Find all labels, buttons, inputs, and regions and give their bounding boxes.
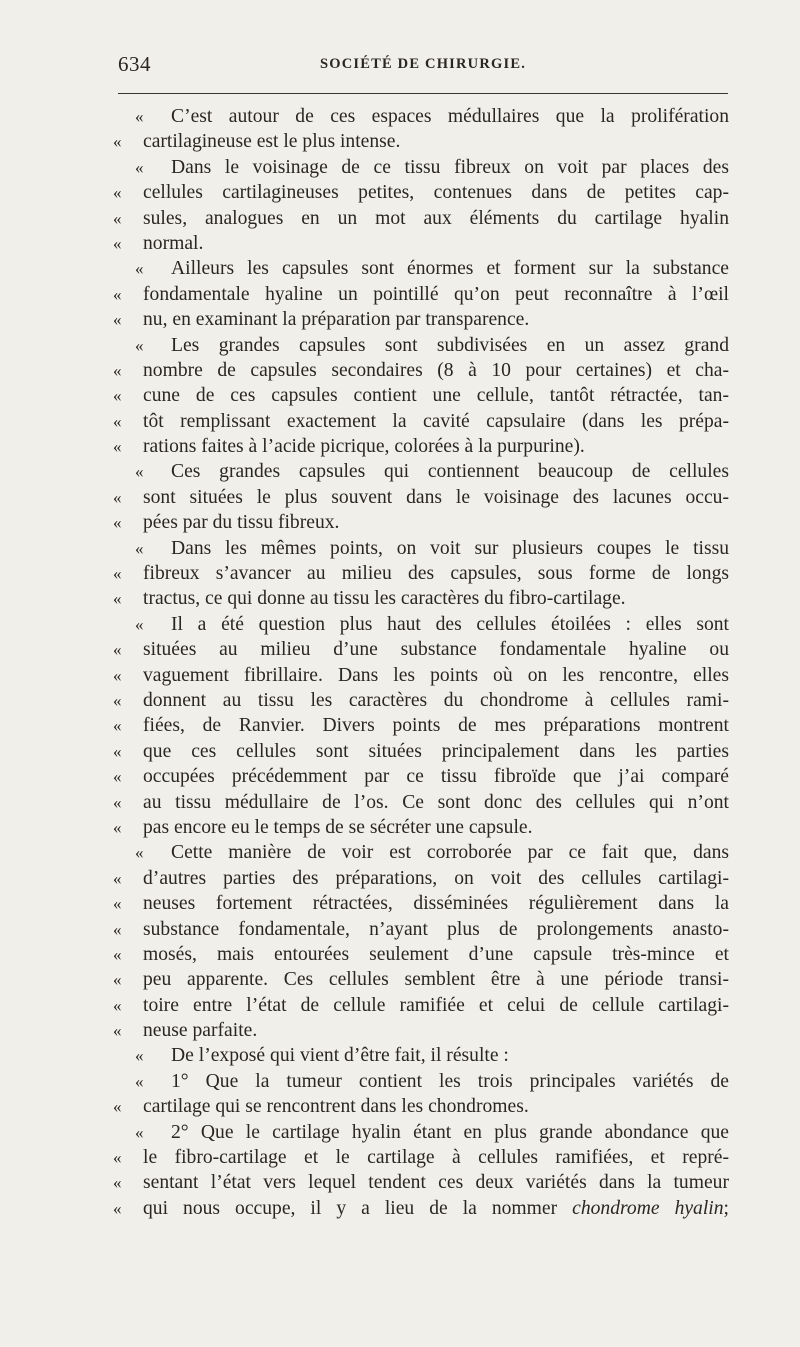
- text-line: [113, 764, 729, 789]
- text-line: [113, 485, 729, 510]
- line-text-span: 1° Que la tumeur contient les trois principales variétés de: [171, 1070, 729, 1092]
- quote-mark: «: [113, 132, 122, 152]
- line-text-span: neuses fortement rétractées, disséminées régulièrement dans la: [143, 893, 729, 915]
- line-text: [135, 612, 729, 637]
- line-text-span: Dans le voisinage de ce tissu fibreux on voit par places des: [171, 156, 729, 178]
- quote-mark: «: [113, 640, 122, 660]
- line-text: [113, 1170, 729, 1195]
- line-text: [113, 891, 729, 916]
- line-text: [135, 104, 729, 129]
- quote-mark: «: [135, 107, 144, 126]
- line-text-span: qui nous occupe, il y a lieu de la nommer: [143, 1197, 573, 1219]
- line-text-span: cartilage qui se rencontrent dans les chondromes.: [143, 1096, 529, 1118]
- text-line: [113, 561, 729, 586]
- line-text-span: situées au milieu d’une substance fondamentale hyaline ou: [143, 639, 729, 661]
- line-text-span: occupées précédemment par ce tissu fibroïde que j’ai comparé: [143, 766, 729, 788]
- text-line: [113, 815, 729, 840]
- line-text: [113, 180, 729, 205]
- line-text: [113, 688, 729, 713]
- text-line: [113, 510, 729, 535]
- line-text-span: mosés, mais entourées seulement d’une capsule très-mince et: [143, 943, 729, 965]
- page-number: 634: [118, 52, 151, 76]
- quote-mark: «: [113, 690, 122, 710]
- line-text-span: neuse parfaite.: [143, 1020, 258, 1042]
- line-text: [113, 866, 729, 891]
- line-text: [113, 917, 729, 942]
- text-line: [113, 129, 729, 154]
- line-text: [135, 1043, 729, 1068]
- running-title: SOCIÉTÉ DE CHIRURGIE.: [319, 56, 527, 72]
- line-text-span: peu apparente. Ces cellules semblent être à une période transi-: [143, 969, 729, 991]
- line-text: [113, 409, 729, 434]
- text-line: [113, 663, 729, 688]
- quote-mark: «: [135, 335, 144, 355]
- line-text-span: fondamentale hyaline un pointillé qu’on peut reconnaître à l’œil: [143, 283, 729, 305]
- line-text: [113, 739, 729, 764]
- text-line: [113, 180, 729, 205]
- line-text: [113, 1196, 729, 1221]
- text-line: [113, 1069, 729, 1094]
- quote-mark: «: [113, 970, 122, 990]
- quote-mark: «: [113, 233, 122, 253]
- line-text-span: vaguement fibrillaire. Dans les points où on les rencontre, elles: [143, 664, 729, 686]
- italic-term: chondrome hyalin: [572, 1197, 724, 1219]
- text-line: [113, 1170, 729, 1195]
- line-text-span: fibreux s’avancer au milieu des capsules, sous forme de longs: [143, 563, 729, 585]
- line-text: [113, 764, 729, 789]
- quote-mark: «: [113, 487, 122, 507]
- text-line: [113, 637, 729, 662]
- line-text-span: Ailleurs les capsules sont énormes et forment sur la substance: [171, 258, 729, 280]
- quote-mark: «: [113, 792, 122, 812]
- line-tail: ;: [723, 1197, 729, 1219]
- line-text: [113, 561, 729, 586]
- quote-mark: «: [135, 462, 144, 482]
- line-text: [113, 993, 729, 1018]
- text-line: [113, 333, 729, 358]
- line-text-span: le fibro-cartilage et le cartilage à cellules ramifiées, et repré-: [143, 1147, 729, 1169]
- text-line: [113, 104, 729, 129]
- line-text-span: sont situées le plus souvent dans le voisinage des lacunes occu-: [143, 486, 729, 508]
- line-text-span: nu, en examinant la préparation par transparence.: [143, 309, 530, 331]
- line-text-span: Il a été question plus haut des cellules étoilées : elles sont: [171, 613, 729, 635]
- line-text: [135, 840, 729, 865]
- quote-mark: «: [135, 259, 144, 279]
- quote-mark: «: [113, 716, 122, 736]
- line-text: [113, 942, 729, 967]
- text-line: [113, 1094, 729, 1119]
- text-line: [113, 1196, 729, 1221]
- quote-mark: «: [135, 157, 144, 177]
- text-line: [113, 282, 729, 307]
- line-text-span: C’est autour de ces espaces médullaires que la prolifération: [171, 106, 729, 127]
- quote-mark: «: [135, 614, 144, 634]
- quote-mark: «: [135, 1046, 144, 1066]
- line-text-span: Les grandes capsules sont subdivisées en un assez grand: [171, 334, 729, 356]
- text-line: [113, 409, 729, 434]
- line-text: [135, 1120, 729, 1145]
- line-text-span: pées par du tissu fibreux.: [143, 512, 340, 534]
- line-text-span: De l’exposé qui vient d’être fait, il résulte :: [171, 1045, 509, 1067]
- line-text: [135, 1069, 729, 1094]
- text-line: [113, 739, 729, 764]
- quote-mark: «: [113, 665, 122, 685]
- line-text: [113, 485, 729, 510]
- line-text: [113, 637, 729, 662]
- quote-mark: «: [113, 919, 122, 939]
- quote-mark: «: [113, 741, 122, 761]
- quote-mark: «: [113, 310, 122, 330]
- line-text: [135, 459, 729, 484]
- line-text: [113, 663, 729, 688]
- quote-mark: «: [113, 411, 122, 431]
- quote-mark: «: [113, 183, 122, 203]
- line-text-span: Cette manière de voir est corroborée par ce fait que, dans: [171, 842, 729, 864]
- line-text-span: Dans les mêmes points, on voit sur plusieurs coupes le tissu: [171, 537, 729, 559]
- quote-mark: «: [113, 894, 122, 914]
- line-text: [113, 815, 729, 840]
- header-rule: [118, 93, 728, 94]
- quote-mark: «: [135, 1071, 144, 1091]
- line-text-span: nombre de capsules secondaires (8 à 10 pour certaines) et cha-: [143, 359, 729, 381]
- quote-mark: «: [113, 1173, 122, 1193]
- text-line: [113, 536, 729, 561]
- quote-mark: «: [113, 386, 122, 406]
- quote-mark: «: [113, 1148, 122, 1168]
- line-text: [113, 231, 729, 256]
- text-line: [113, 155, 729, 180]
- line-text: [113, 510, 729, 535]
- line-text-span: donnent au tissu les caractères du chondrome à cellules rami-: [143, 689, 729, 711]
- text-line: [113, 1043, 729, 1068]
- line-text: [135, 256, 729, 281]
- text-line: [113, 1120, 729, 1145]
- line-text: [113, 206, 729, 231]
- text-line: [113, 231, 729, 256]
- line-text-span: au tissu médullaire de l’os. Ce sont donc des cellules qui n’ont: [143, 791, 729, 813]
- quote-mark: «: [135, 538, 144, 558]
- quote-mark: «: [135, 1122, 144, 1142]
- quote-mark: «: [113, 360, 122, 380]
- text-line: [113, 1018, 729, 1043]
- quote-mark: «: [113, 284, 122, 304]
- line-text-span: 2° Que le cartilage hyalin étant en plus grande abondance que: [171, 1121, 729, 1143]
- text-line: [113, 434, 729, 459]
- line-text-span: normal.: [143, 232, 204, 254]
- line-text-span: que ces cellules sont situées principalement dans les parties: [143, 740, 729, 762]
- line-text-span: cellules cartilagineuses petites, contenues dans de petites cap-: [143, 182, 729, 204]
- text-line: [113, 967, 729, 992]
- line-text: [113, 713, 729, 738]
- text-line: [113, 840, 729, 865]
- text-line: [113, 688, 729, 713]
- text-line: [113, 713, 729, 738]
- line-text: [113, 129, 729, 154]
- line-text: [113, 1145, 729, 1170]
- line-text: [113, 307, 729, 332]
- line-text-span: toire entre l’état de cellule ramifiée et celui de cellule cartilagi-: [143, 994, 729, 1016]
- quote-mark: «: [113, 564, 122, 584]
- line-text-span: sentant l’état vers lequel tendent ces deux variétés dans la tumeur: [143, 1172, 729, 1194]
- text-line: [113, 256, 729, 281]
- text-line: [113, 866, 729, 891]
- text-line: [113, 891, 729, 916]
- quote-mark: «: [113, 817, 122, 837]
- line-text-span: substance fondamentale, n’ayant plus de prolongements anasto-: [143, 918, 729, 940]
- line-text: [113, 434, 729, 459]
- text-line: [113, 358, 729, 383]
- text-line: [113, 790, 729, 815]
- text-line: [113, 993, 729, 1018]
- text-line: [113, 917, 729, 942]
- text-line: [113, 459, 729, 484]
- quote-mark: «: [113, 437, 122, 457]
- line-text: [113, 282, 729, 307]
- text-line: [113, 1145, 729, 1170]
- text-line: [113, 942, 729, 967]
- line-text-span: cartilagineuse est le plus intense.: [143, 131, 401, 153]
- line-text-span: tôt remplissant exactement la cavité capsulaire (dans les prépa-: [143, 410, 729, 432]
- line-text: [113, 967, 729, 992]
- quote-mark: «: [135, 843, 144, 863]
- line-text: [113, 1018, 729, 1043]
- quote-mark: «: [113, 767, 122, 787]
- quote-mark: «: [113, 513, 122, 533]
- line-text: [113, 383, 729, 408]
- line-text: [113, 790, 729, 815]
- line-text: [135, 536, 729, 561]
- page-header: [118, 52, 728, 82]
- quote-mark: «: [113, 995, 122, 1015]
- text-line: [113, 307, 729, 332]
- line-text-span: pas encore eu le temps de se sécréter une capsule.: [143, 816, 533, 838]
- text-line: [113, 206, 729, 231]
- line-text: [113, 1094, 729, 1119]
- line-text: [135, 155, 729, 180]
- line-text-span: rations faites à l’acide picrique, colorées à la purpurine).: [143, 436, 585, 458]
- quote-mark: «: [113, 1097, 122, 1117]
- body-text: [113, 104, 729, 1221]
- text-line: [113, 383, 729, 408]
- line-text: [113, 358, 729, 383]
- line-text-span: cune de ces capsules contient une cellule, tantôt rétractée, tan-: [143, 385, 729, 407]
- quote-mark: «: [113, 1021, 122, 1041]
- line-text-span: d’autres parties des préparations, on voit des cellules cartilagi-: [143, 867, 729, 889]
- quote-mark: «: [113, 944, 122, 964]
- text-line: [113, 586, 729, 611]
- line-text: [113, 586, 729, 611]
- quote-mark: «: [113, 208, 122, 228]
- text-line: [113, 612, 729, 637]
- line-text-span: Ces grandes capsules qui contiennent beaucoup de cellules: [171, 461, 729, 483]
- quote-mark: «: [113, 589, 122, 609]
- line-text-span: fiées, de Ranvier. Divers points de mes préparations montrent: [143, 715, 729, 737]
- quote-mark: «: [113, 868, 122, 888]
- quote-mark: «: [113, 1198, 122, 1218]
- line-text-span: sules, analogues en un mot aux éléments du cartilage hyalin: [143, 207, 729, 229]
- line-text: [135, 333, 729, 358]
- line-text-span: tractus, ce qui donne au tissu les caractères du fibro-cartilage.: [143, 588, 626, 610]
